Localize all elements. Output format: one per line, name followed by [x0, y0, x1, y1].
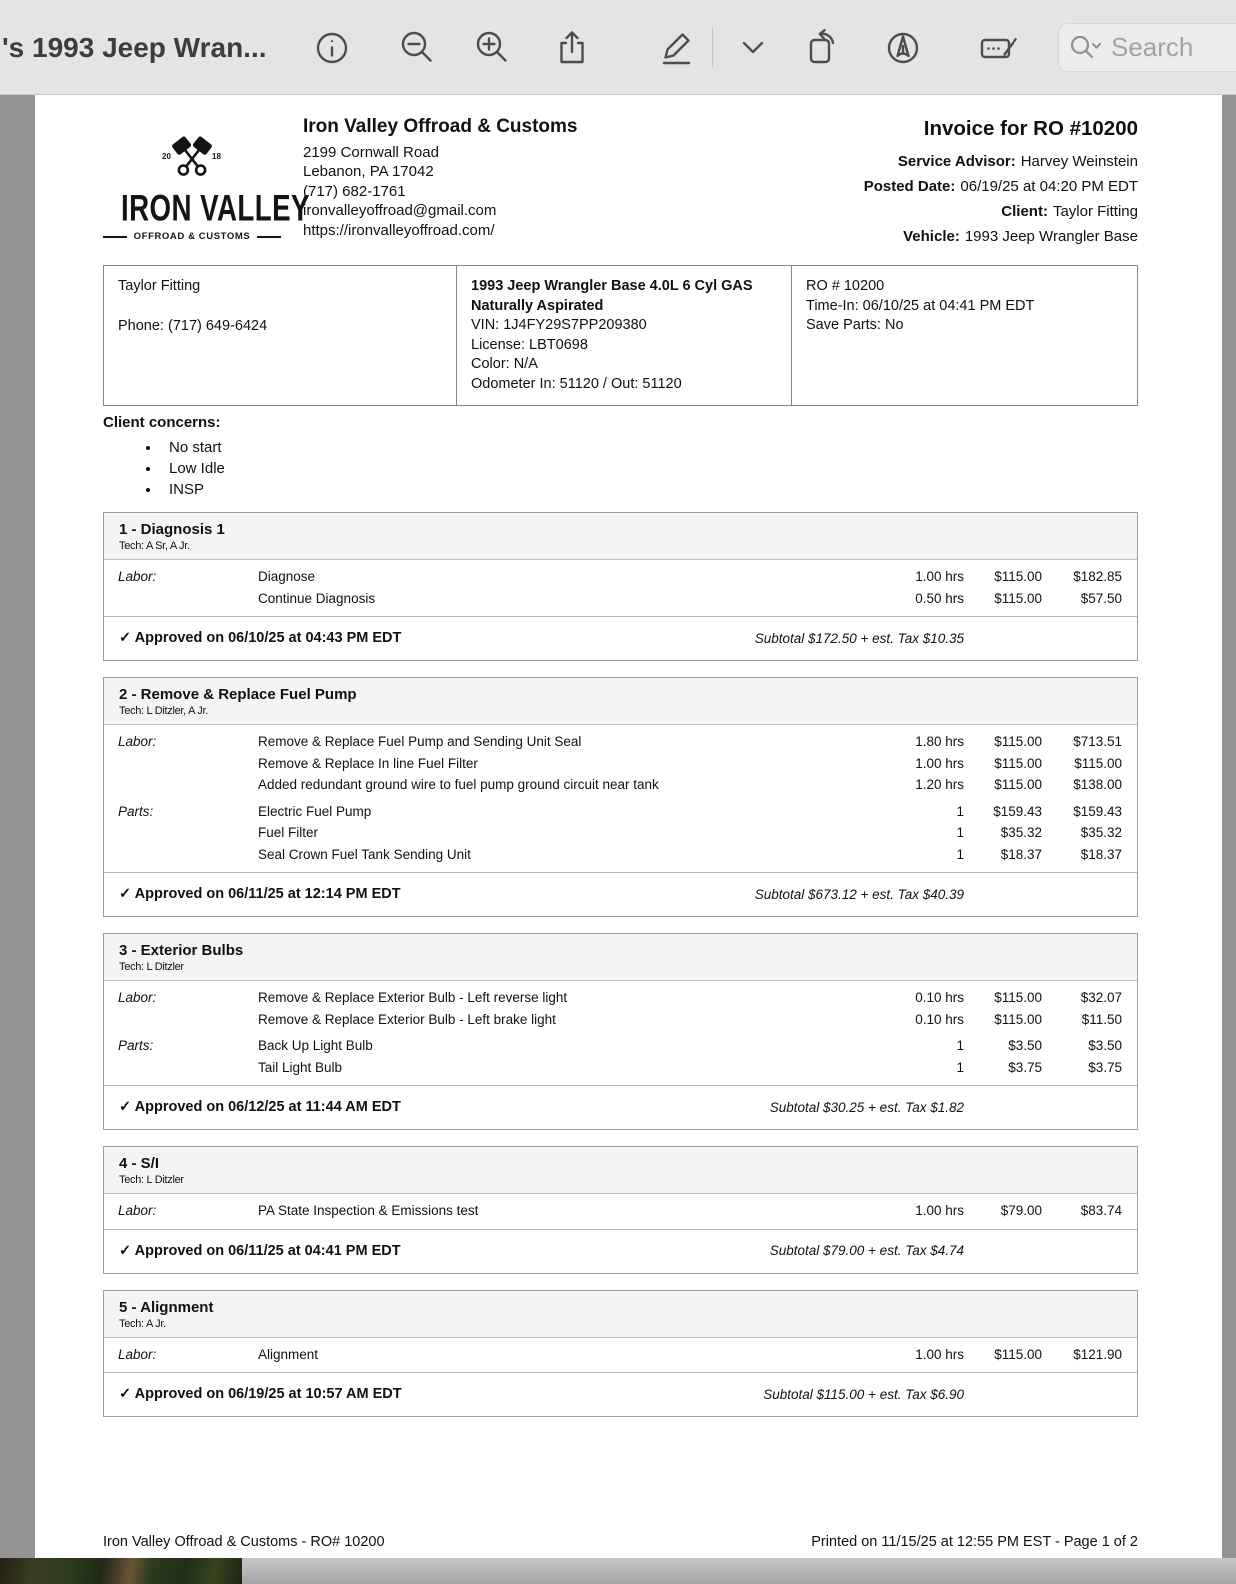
item-description: PA State Inspection & Emissions test — [258, 1203, 479, 1218]
item-qty: 1 — [956, 1038, 964, 1053]
section-title: 1 - Diagnosis 1 — [119, 521, 225, 538]
item-total: $18.37 — [1080, 846, 1122, 862]
toolbar-divider — [712, 27, 713, 67]
section-tech: Tech: L Ditzler — [119, 961, 184, 973]
company-line: Lebanon, PA 17042 — [303, 163, 434, 180]
section-items — [104, 560, 1137, 616]
ro-line: Time-In: 06/10/25 at 04:41 PM EDT — [806, 297, 1035, 314]
item-total: $57.50 — [1080, 590, 1122, 606]
client-concerns — [103, 414, 1138, 500]
invoice-meta-lines — [864, 149, 1138, 249]
section-title: 5 - Alignment — [119, 1298, 214, 1316]
item-rate: $18.37 — [1000, 846, 1042, 862]
approval-text: ✓ Approved on 06/11/25 at 12:14 PM EDT — [119, 886, 401, 902]
line-item-row — [118, 1057, 1122, 1079]
item-qty: 0.50 hrs — [915, 590, 964, 606]
logo-year-right: 18 — [212, 152, 221, 161]
line-item-row — [118, 1035, 1122, 1057]
window-edge-bar — [242, 1558, 1236, 1584]
item-rate: $35.32 — [1000, 825, 1042, 840]
invoice-title: Invoice for RO #10200 — [923, 117, 1138, 140]
section-approval-row — [104, 616, 1137, 660]
item-group-label — [118, 753, 258, 775]
item-description: Diagnose — [258, 569, 316, 584]
info-icon[interactable] — [312, 27, 352, 67]
line-item-row — [118, 1009, 1122, 1031]
section-header — [104, 1291, 1137, 1338]
approval-subtotal: Subtotal $673.12 + est. Tax $40.39 — [754, 886, 964, 902]
item-qty: 1 — [956, 1059, 964, 1075]
item-description: Added redundant ground wire to fuel pump ground circuit near tank — [258, 777, 659, 792]
line-item-row — [118, 1344, 1122, 1366]
logo-year-left: 20 — [162, 152, 171, 161]
item-group-label: Labor: — [118, 734, 157, 749]
item-rate: $115.00 — [994, 1011, 1042, 1027]
company-logo — [103, 133, 310, 242]
logo-rule-left — [103, 236, 127, 238]
item-total: $182.85 — [1073, 569, 1122, 584]
crossed-pistons-icon — [146, 133, 238, 187]
item-qty: 1.20 hrs — [915, 777, 964, 792]
vehicle-cell — [456, 266, 791, 405]
annotate-pen-icon[interactable] — [883, 27, 923, 67]
item-qty: 1.00 hrs — [915, 1346, 964, 1362]
item-rate: $3.75 — [1008, 1059, 1042, 1075]
company-line: 2199 Cornwall Road — [303, 143, 439, 161]
line-item-row — [118, 844, 1122, 866]
item-total: $159.43 — [1073, 803, 1122, 819]
vehicle-line: Color: N/A — [471, 356, 538, 372]
pdf-page — [35, 95, 1222, 1558]
invoice-meta-line: Client: Taylor Fitting — [1001, 203, 1138, 220]
service-section — [103, 677, 1138, 917]
line-item-row — [118, 801, 1122, 823]
approval-text: ✓ Approved on 06/12/25 at 11:44 AM EDT — [119, 1099, 401, 1115]
invoice-meta-line: Service Advisor: Harvey Weinstein — [897, 153, 1138, 170]
item-qty: 1 — [956, 803, 964, 819]
item-rate: $115.00 — [994, 590, 1042, 606]
item-rate: $115.00 — [994, 1346, 1042, 1362]
line-item-row — [118, 753, 1122, 775]
item-group-label: Labor: — [118, 1346, 157, 1362]
ro-line: Save Parts: No — [806, 317, 904, 333]
item-description: Remove & Replace In line Fuel Filter — [258, 755, 478, 771]
chevron-down-icon[interactable] — [733, 27, 773, 67]
invoice-header — [103, 117, 1138, 249]
invoice-meta — [864, 117, 1138, 249]
vehicle-line: VIN: 1J4FY29S7PP209380 — [471, 317, 647, 333]
section-items — [104, 1194, 1137, 1229]
desktop-wallpaper-photo — [0, 1558, 242, 1584]
item-total: $121.90 — [1073, 1346, 1122, 1362]
item-description: Electric Fuel Pump — [258, 803, 372, 819]
section-approval-row — [104, 1229, 1137, 1273]
service-section — [103, 1290, 1138, 1418]
ro-lines — [806, 277, 1123, 336]
item-description: Alignment — [258, 1346, 319, 1362]
item-group-label — [118, 774, 258, 796]
line-item-row — [118, 588, 1122, 610]
zoom-in-icon[interactable] — [472, 27, 512, 67]
window-title: 's 1993 Jeep Wran... — [2, 32, 267, 63]
section-approval-row — [104, 1372, 1137, 1416]
line-item-row — [118, 1200, 1122, 1222]
item-qty: 0.10 hrs — [915, 1011, 964, 1027]
item-rate: $115.00 — [994, 777, 1042, 792]
item-description: Seal Crown Fuel Tank Sending Unit — [258, 846, 471, 862]
item-total: $35.32 — [1080, 825, 1122, 840]
line-item-row — [118, 566, 1122, 588]
service-section — [103, 1146, 1138, 1274]
section-items — [104, 1338, 1137, 1373]
line-item-row — [118, 731, 1122, 753]
vehicle-line: Odometer In: 51120 / Out: 51120 — [471, 375, 682, 392]
rotate-icon[interactable] — [803, 27, 843, 67]
pdf-viewer-toolbar — [0, 0, 1236, 95]
concern-item: • INSP — [161, 479, 1138, 500]
approval-subtotal: Subtotal $172.50 + est. Tax $10.35 — [754, 630, 964, 646]
concern-item: • Low Idle — [161, 458, 1138, 479]
ro-line: RO # 10200 — [806, 278, 885, 294]
footer-right: Printed on 11/15/25 at 12:55 PM EST - Page 1 of 2 — [811, 1534, 1138, 1550]
invoice-meta-line: Posted Date: 06/19/25 at 04:20 PM EDT — [863, 178, 1138, 195]
item-group-label: Labor: — [118, 1203, 157, 1218]
item-total: $83.74 — [1080, 1203, 1122, 1218]
item-qty: 1.80 hrs — [915, 734, 964, 749]
search-field[interactable] — [1058, 23, 1236, 72]
item-total: $32.07 — [1080, 990, 1122, 1005]
item-group-label — [118, 822, 258, 844]
item-qty: 1.00 hrs — [915, 569, 964, 584]
item-rate: $79.00 — [1000, 1203, 1042, 1218]
section-title: 2 - Remove & Replace Fuel Pump — [119, 686, 357, 703]
item-total: $3.75 — [1088, 1059, 1122, 1075]
item-rate: $115.00 — [994, 569, 1042, 584]
item-description: Remove & Replace Exterior Bulb - Left reverse light — [258, 990, 568, 1005]
approval-subtotal: Subtotal $79.00 + est. Tax $4.74 — [769, 1243, 964, 1258]
item-qty: 1.00 hrs — [915, 1203, 964, 1218]
item-group-label: Labor: — [118, 990, 157, 1005]
approval-subtotal: Subtotal $115.00 + est. Tax $6.90 — [763, 1386, 964, 1402]
company-info — [303, 117, 578, 240]
item-group-label — [118, 1009, 258, 1031]
logo-name: IRON VALLEY — [120, 186, 310, 229]
company-lines — [303, 143, 578, 241]
item-group-label — [118, 588, 258, 610]
search-icon — [1069, 33, 1103, 63]
item-rate: $115.00 — [994, 755, 1042, 771]
line-item-row — [118, 774, 1122, 796]
section-tech: Tech: L Ditzler — [119, 1174, 184, 1186]
approval-subtotal: Subtotal $30.25 + est. Tax $1.82 — [769, 1099, 964, 1115]
fill-form-icon[interactable] — [978, 27, 1018, 67]
section-tech: Tech: L Ditzler, A Jr. — [119, 705, 208, 717]
section-items — [104, 981, 1137, 1085]
section-title: 4 - S/I — [119, 1155, 160, 1172]
concerns-label: Client concerns: — [103, 414, 221, 431]
section-header — [104, 934, 1137, 981]
approval-text: ✓ Approved on 06/10/25 at 04:43 PM EDT — [119, 630, 402, 646]
item-group-label: Labor: — [118, 569, 157, 584]
page-footer — [103, 1534, 1138, 1550]
company-line: (717) 682-1761 — [303, 182, 406, 200]
vehicle-lines — [471, 316, 777, 394]
markup-pen-icon[interactable] — [656, 27, 696, 67]
company-name: Iron Valley Offroad & Customs — [303, 116, 578, 137]
company-line: https://ironvalleyoffroad.com/ — [303, 221, 495, 239]
footer-left: Iron Valley Offroad & Customs - RO# 10200 — [103, 1534, 385, 1550]
item-total: $138.00 — [1073, 777, 1122, 792]
logo-rule-right — [257, 236, 281, 238]
item-description: Continue Diagnosis — [258, 590, 376, 606]
section-header — [104, 1147, 1137, 1194]
item-description: Tail Light Bulb — [258, 1059, 343, 1075]
item-qty: 0.10 hrs — [915, 990, 964, 1005]
vehicle-title: 1993 Jeep Wrangler Base 4.0L 6 Cyl GAS Naturally Aspirated — [471, 278, 753, 314]
company-line: ironvalleyoffroad@gmail.com — [303, 202, 497, 219]
item-group-label — [118, 1057, 258, 1079]
approval-text: ✓ Approved on 06/19/25 at 10:57 AM EDT — [119, 1386, 402, 1402]
item-total: $713.51 — [1073, 734, 1122, 749]
item-description: Remove & Replace Exterior Bulb - Left brake light — [258, 1011, 556, 1027]
section-header — [104, 678, 1137, 725]
item-rate: $115.00 — [994, 734, 1042, 749]
bottom-strip — [0, 1558, 1236, 1584]
section-items — [104, 725, 1137, 872]
approval-text: ✓ Approved on 06/11/25 at 04:41 PM EDT — [119, 1242, 401, 1259]
document-background — [0, 95, 1236, 1558]
item-description: Back Up Light Bulb — [258, 1038, 373, 1053]
ro-cell — [791, 266, 1137, 405]
item-total: $3.50 — [1088, 1038, 1122, 1053]
service-section — [103, 933, 1138, 1130]
item-total: $115.00 — [1074, 755, 1122, 771]
sections — [103, 512, 1138, 1417]
item-rate: $115.00 — [994, 990, 1042, 1005]
item-qty: 1.00 hrs — [915, 755, 964, 771]
item-group-label: Parts: — [118, 803, 154, 819]
service-section — [103, 512, 1138, 661]
search-input[interactable] — [1111, 32, 1231, 63]
logo-tagline: OFFROAD & CUSTOMS — [103, 231, 281, 242]
item-description: Fuel Filter — [258, 825, 319, 840]
concern-item: • No start — [161, 437, 1138, 458]
zoom-out-icon[interactable] — [397, 27, 437, 67]
line-item-row — [118, 822, 1122, 844]
section-tech: Tech: A Jr. — [119, 1317, 166, 1330]
section-header — [104, 513, 1137, 560]
client-vehicle-ro-box — [103, 265, 1138, 406]
section-title: 3 - Exterior Bulbs — [119, 942, 244, 959]
item-total: $11.50 — [1081, 1011, 1122, 1027]
section-approval-row — [104, 872, 1137, 916]
item-qty: 1 — [956, 825, 964, 840]
item-group-label — [118, 844, 258, 866]
line-item-row — [118, 987, 1122, 1009]
client-cell — [104, 266, 456, 405]
share-icon[interactable] — [552, 27, 592, 67]
item-rate: $3.50 — [1008, 1038, 1042, 1053]
section-tech: Tech: A Sr, A Jr. — [119, 540, 190, 552]
invoice-meta-line: Vehicle: 1993 Jeep Wrangler Base — [903, 228, 1138, 245]
section-approval-row — [104, 1085, 1137, 1129]
client-phone: Phone: (717) 649-6424 — [118, 317, 268, 334]
item-rate: $159.43 — [993, 803, 1042, 819]
item-group-label: Parts: — [118, 1038, 154, 1053]
client-name: Taylor Fitting — [118, 278, 201, 294]
item-qty: 1 — [956, 846, 964, 862]
item-description: Remove & Replace Fuel Pump and Sending Unit Seal — [258, 734, 582, 749]
concerns-list — [103, 437, 1138, 500]
vehicle-line: License: LBT0698 — [471, 336, 588, 353]
